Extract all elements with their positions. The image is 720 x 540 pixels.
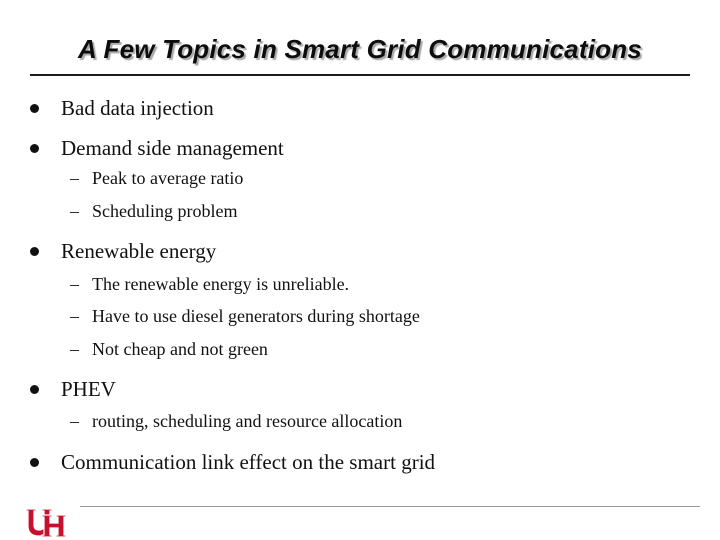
uh-interlocking-logo-icon bbox=[22, 505, 70, 539]
sub-bullet-text: Have to use diesel generators during shortage bbox=[92, 306, 420, 326]
bullet-dot-icon bbox=[30, 144, 39, 153]
bullet-dot-icon bbox=[30, 104, 39, 113]
dash-icon: – bbox=[70, 274, 79, 294]
bullet-dot-icon bbox=[30, 458, 39, 467]
sub-bullet-text: Peak to average ratio bbox=[92, 168, 244, 188]
bullet-text: Renewable energy bbox=[61, 239, 217, 263]
slide-title: A Few Topics in Smart Grid Communications bbox=[78, 34, 642, 64]
bullet-dot-icon bbox=[30, 247, 39, 256]
sub-bullet-text: Not cheap and not green bbox=[92, 339, 268, 359]
dash-icon: – bbox=[70, 339, 79, 359]
dash-icon: – bbox=[70, 306, 79, 326]
bullet-text: PHEV bbox=[61, 377, 116, 401]
bullet-text: Communication link effect on the smart grid bbox=[61, 450, 436, 474]
dash-icon: – bbox=[70, 201, 79, 221]
sub-bullet-text: Scheduling problem bbox=[92, 201, 238, 221]
sub-bullet-text: The renewable energy is unreliable. bbox=[92, 274, 350, 294]
dash-icon: – bbox=[70, 168, 79, 188]
bullet-text: Demand side management bbox=[61, 136, 284, 160]
sub-bullet-text: routing, scheduling and resource allocation bbox=[92, 411, 403, 431]
footer-rule bbox=[80, 506, 700, 507]
bullet-dot-icon bbox=[30, 385, 39, 394]
dash-icon: – bbox=[70, 411, 79, 431]
bullet-text: Bad data injection bbox=[61, 96, 214, 120]
